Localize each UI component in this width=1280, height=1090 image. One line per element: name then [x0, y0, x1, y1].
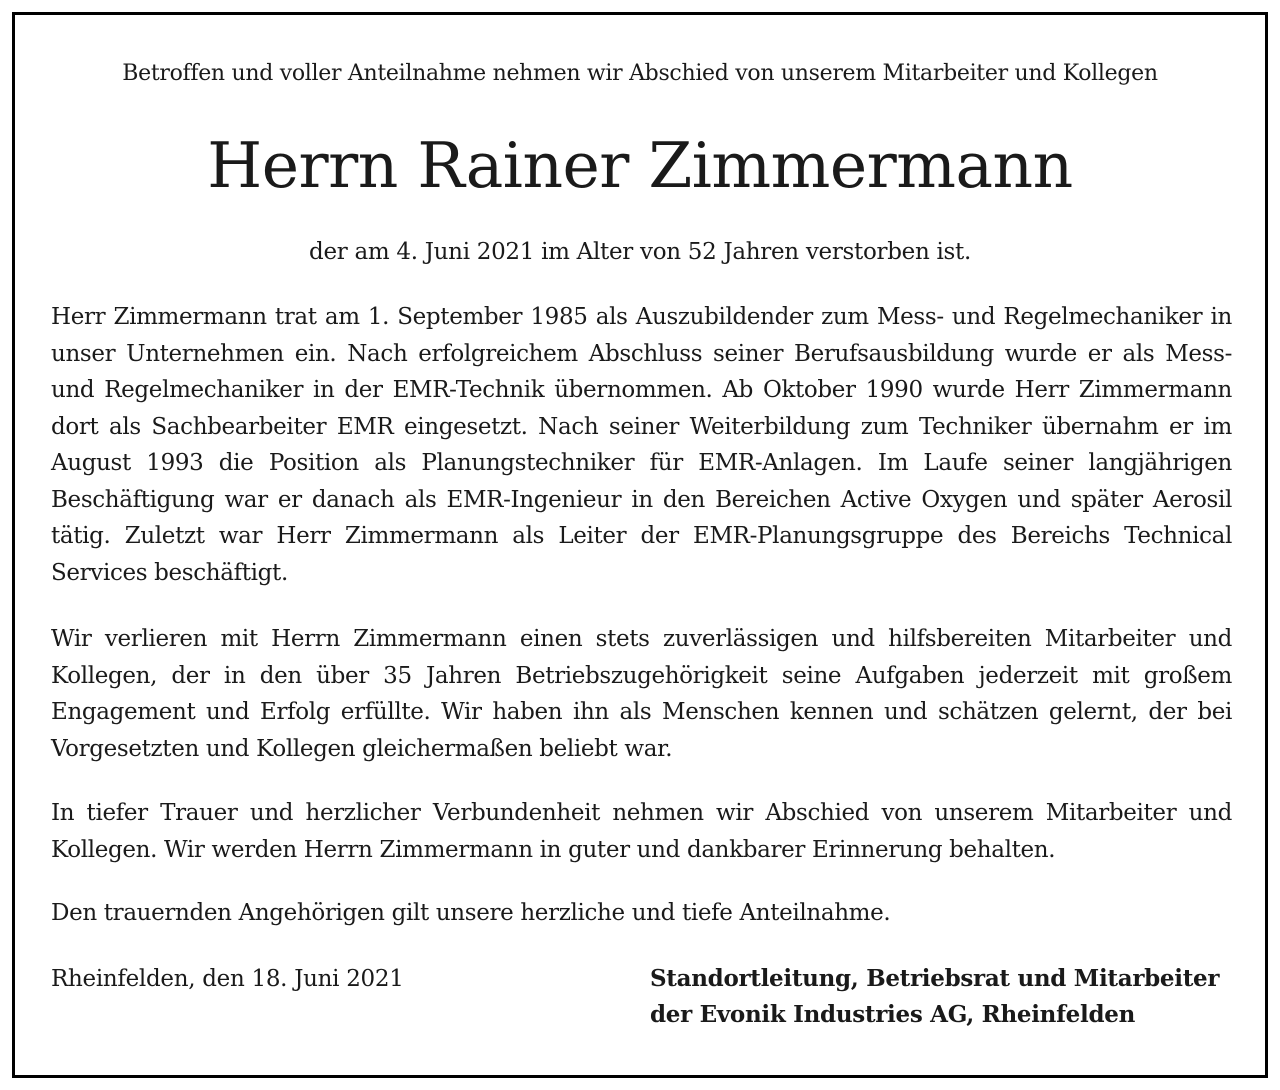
- place-and-date: Rheinfelden, den 18. Juni 2021: [51, 966, 404, 992]
- condolence-paragraph: Den trauernden Angehörigen gilt unsere herzliche und tiefe Anteilnahme.: [51, 900, 891, 926]
- signature-block: [650, 961, 1219, 1033]
- death-date-line: der am 4. Juni 2021 im Alter von 52 Jahren verstorben ist.: [309, 239, 971, 265]
- signature-line-1: Standortleitung, Betriebsrat und Mitarbeiter: [650, 965, 1220, 992]
- career-paragraph: Herr Zimmermann trat am 1. September 1985 als Auszubildender zum Mess- und Regelmechaniker in unser Unternehmen ein. Nach erfolgreichem Abschluss seiner Berufsausbildung wurde er als Mess- und Regelmechaniker in der EMR-Technik übernommen. Ab Oktober 1990 wurde Herr Zimmermann dort als Sachbearbeiter EMR eingesetzt. Nach seiner Weiterbildung zum Techniker übernahm er im August 1993 die Position als Planungstechniker für EMR-Anlagen. Im Laufe seiner langjährigen Beschäftigung war er danach als EMR-Ingenieur in den Bereichen Active Oxygen und später Aerosil tätig. Zuletzt war Herr Zimmermann als Leiter der EMR-Planungsgruppe des Bereichs Technical Services beschäftigt.: [51, 304, 1232, 586]
- obituary-notice: [12, 12, 1268, 1078]
- deceased-name-heading: Herrn Rainer Zimmermann: [207, 129, 1073, 202]
- intro-line: Betroffen und voller Anteilnahme nehmen wir Abschied von unserem Mitarbeiter und Kollegen: [122, 61, 1158, 86]
- farewell-paragraph: In tiefer Trauer und herzlicher Verbundenheit nehmen wir Abschied von unserem Mitarbeiter und Kollegen. Wir werden Herrn Zimmermann in guter und dankbarer Erinnerung behalten.: [51, 800, 1232, 863]
- tribute-paragraph: Wir verlieren mit Herrn Zimmermann einen stets zuverlässigen und hilfsbereiten Mitarbeiter und Kollegen, der in den über 35 Jahren Betriebszugehörigkeit seine Aufgaben jederzeit mit großem Engagement und Erfolg erfüllte. Wir haben ihn als Menschen kennen und schätzen gelernt, der bei Vorgesetzten und Kollegen gleichermaßen beliebt war.: [51, 626, 1232, 762]
- signature-line-2: der Evonik Industries AG, Rheinfelden: [650, 1001, 1135, 1028]
